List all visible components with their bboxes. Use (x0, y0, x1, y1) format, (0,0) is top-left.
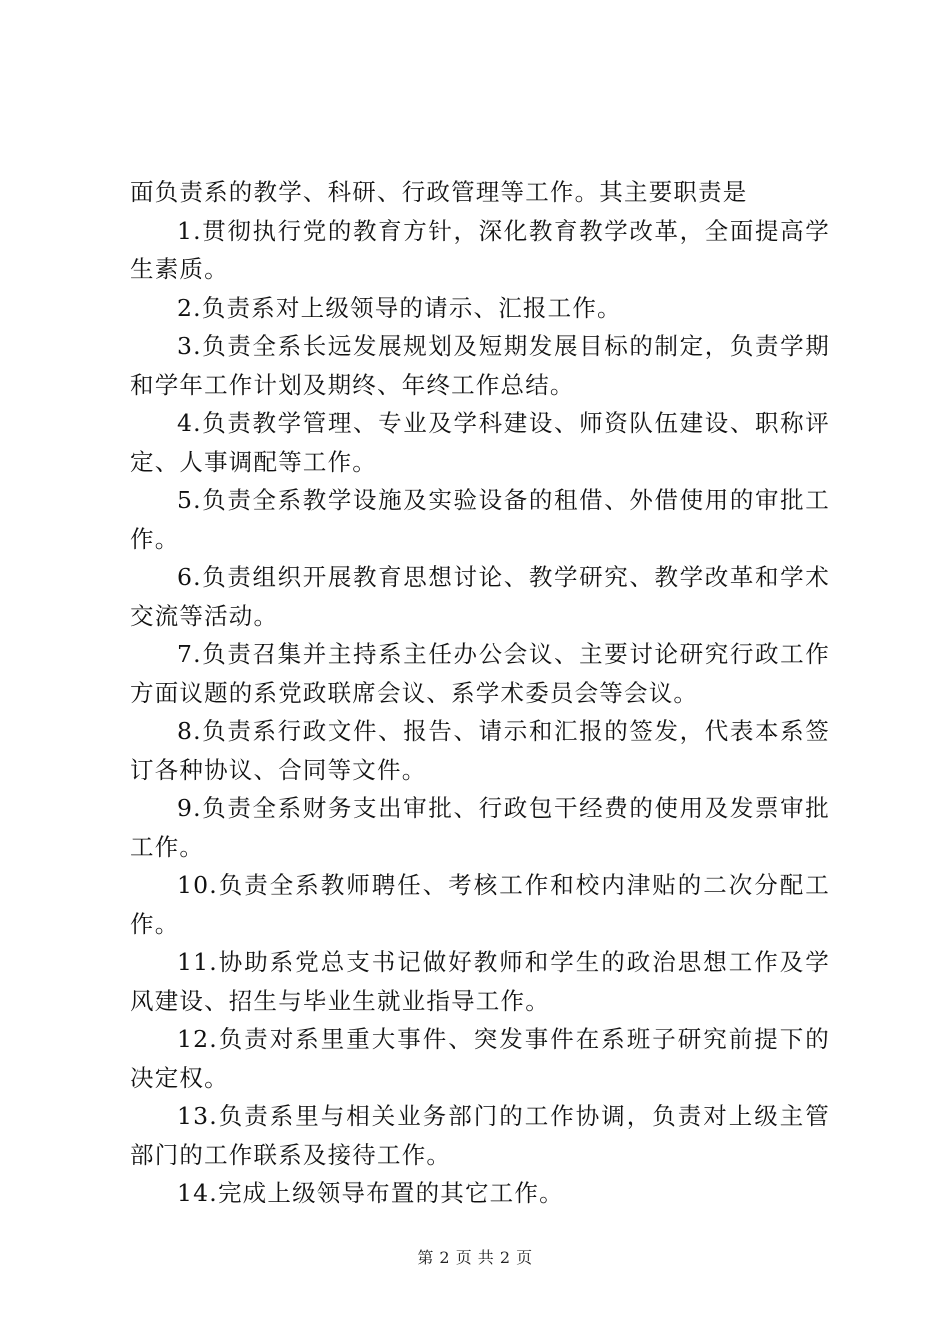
duty-item-9: 9.负责全系财务支出审批、行政包干经费的使用及发票审批工作。 (130, 794, 830, 861)
duty-item-8: 8.负责系行政文件、报告、请示和汇报的签发，代表本系签订各种协议、合同等文件。 (130, 717, 830, 784)
duty-item-11: 11.协助系党总支书记做好教师和学生的政治思想工作及学风建设、招生与毕业生就业指导工作。 (130, 948, 830, 1015)
duty-item-10: 10.负责全系教师聘任、考核工作和校内津贴的二次分配工作。 (130, 871, 830, 938)
duty-item-5: 5.负责全系教学设施及实验设备的租借、外借使用的审批工作。 (130, 486, 830, 553)
document-body (130, 173, 830, 1213)
page-number-label: 第 2 页 共 2 页 (417, 1248, 533, 1267)
duty-item-2: 2.负责系对上级领导的请示、汇报工作。 (177, 293, 622, 322)
duty-item-14: 14.完成上级领导布置的其它工作。 (177, 1179, 564, 1207)
duty-item-7: 7.负责召集并主持系主任办公会议、主要讨论研究行政工作方面议题的系党政联席会议、系学术委员会等会议。 (130, 640, 830, 707)
duty-item-1: 1.贯彻执行党的教育方针，深化教育教学改革，全面提高学生素质。 (130, 216, 830, 283)
duty-item-3: 3.负责全系长远发展规划及短期发展目标的制定，负责学期和学年工作计划及期终、年终工作总结。 (130, 332, 830, 399)
duty-item-12: 12.负责对系里重大事件、突发事件在系班子研究前提下的决定权。 (130, 1025, 830, 1092)
duty-item-6: 6.负责组织开展教育思想讨论、教学研究、教学改革和学术交流等活动。 (130, 563, 830, 630)
duty-item-4: 4.负责教学管理、专业及学科建设、师资队伍建设、职称评定、人事调配等工作。 (130, 409, 830, 476)
page-footer (0, 1245, 950, 1268)
duty-item-13: 13.负责系里与相关业务部门的工作协调，负责对上级主管部门的工作联系及接待工作。 (130, 1102, 830, 1169)
intro-paragraph: 面负责系的教学、科研、行政管理等工作。其主要职责是 (130, 178, 748, 206)
